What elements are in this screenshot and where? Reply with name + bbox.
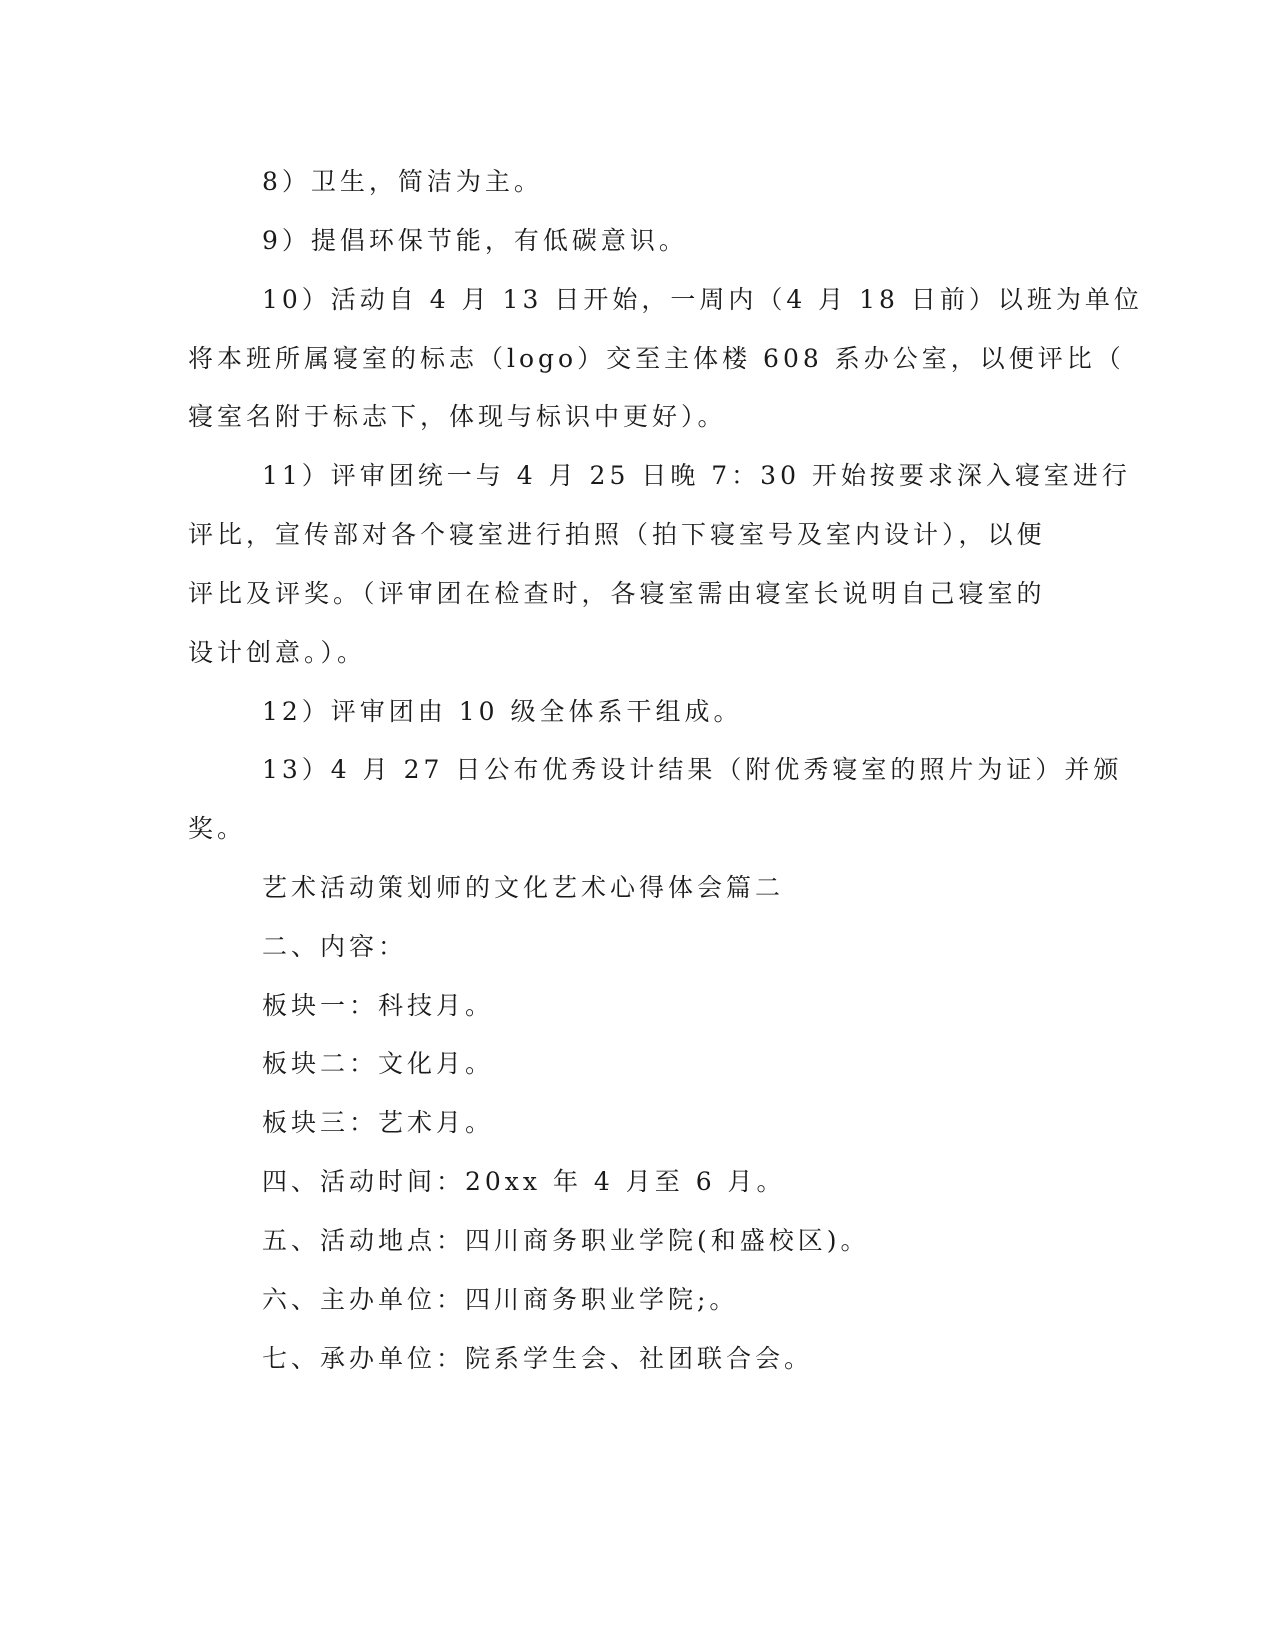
activity-location: 五、活动地点：四川商务职业学院(和盛校区)。: [262, 1226, 870, 1255]
block-three: 板块三：艺术月。: [262, 1108, 495, 1137]
list-item-11-cont-1: 评比，宣传部对各个寝室进行拍照（拍下寝室号及室内设计），以便: [188, 520, 1046, 549]
block-two: 板块二：文化月。: [262, 1049, 495, 1078]
list-item-13: 13）4 月 27 日公布优秀设计结果（附优秀寝室的照片为证）并颁: [262, 755, 1123, 784]
list-item-10-cont-1: 将本班所属寝室的标志（logo）交至主体楼 608 系办公室，以便评比（: [188, 344, 1125, 373]
list-item-10: 10）活动自 4 月 13 日开始，一周内（4 月 18 日前）以班为单位: [262, 285, 1143, 314]
list-item-10-cont-2: 寝室名附于标志下，体现与标识中更好）。: [188, 402, 727, 431]
section-title: 艺术活动策划师的文化艺术心得体会篇二: [262, 873, 785, 902]
list-item-11: 11）评审团统一与 4 月 25 日晚 7：30 开始按要求深入寝室进行: [262, 461, 1131, 490]
host-unit: 六、主办单位：四川商务职业学院;。: [262, 1285, 739, 1314]
organizer-unit: 七、承办单位：院系学生会、社团联合会。: [262, 1344, 814, 1373]
list-item-11-cont-2: 评比及评奖。（评审团在检查时，各寝室需由寝室长说明自己寝室的: [188, 579, 1046, 608]
activity-time: 四、活动时间：20xx 年 4 月至 6 月。: [262, 1167, 786, 1196]
content-heading: 二、内容：: [262, 932, 408, 961]
block-one: 板块一：科技月。: [262, 991, 495, 1020]
list-item-13-cont-1: 奖。: [188, 814, 247, 843]
list-item-8: 8）卫生，简洁为主。: [262, 167, 543, 196]
list-item-11-cont-3: 设计创意。）。: [188, 638, 367, 667]
list-item-12: 12）评审团由 10 级全体系干组成。: [262, 697, 743, 726]
list-item-9: 9）提倡环保节能，有低碳意识。: [262, 226, 688, 255]
